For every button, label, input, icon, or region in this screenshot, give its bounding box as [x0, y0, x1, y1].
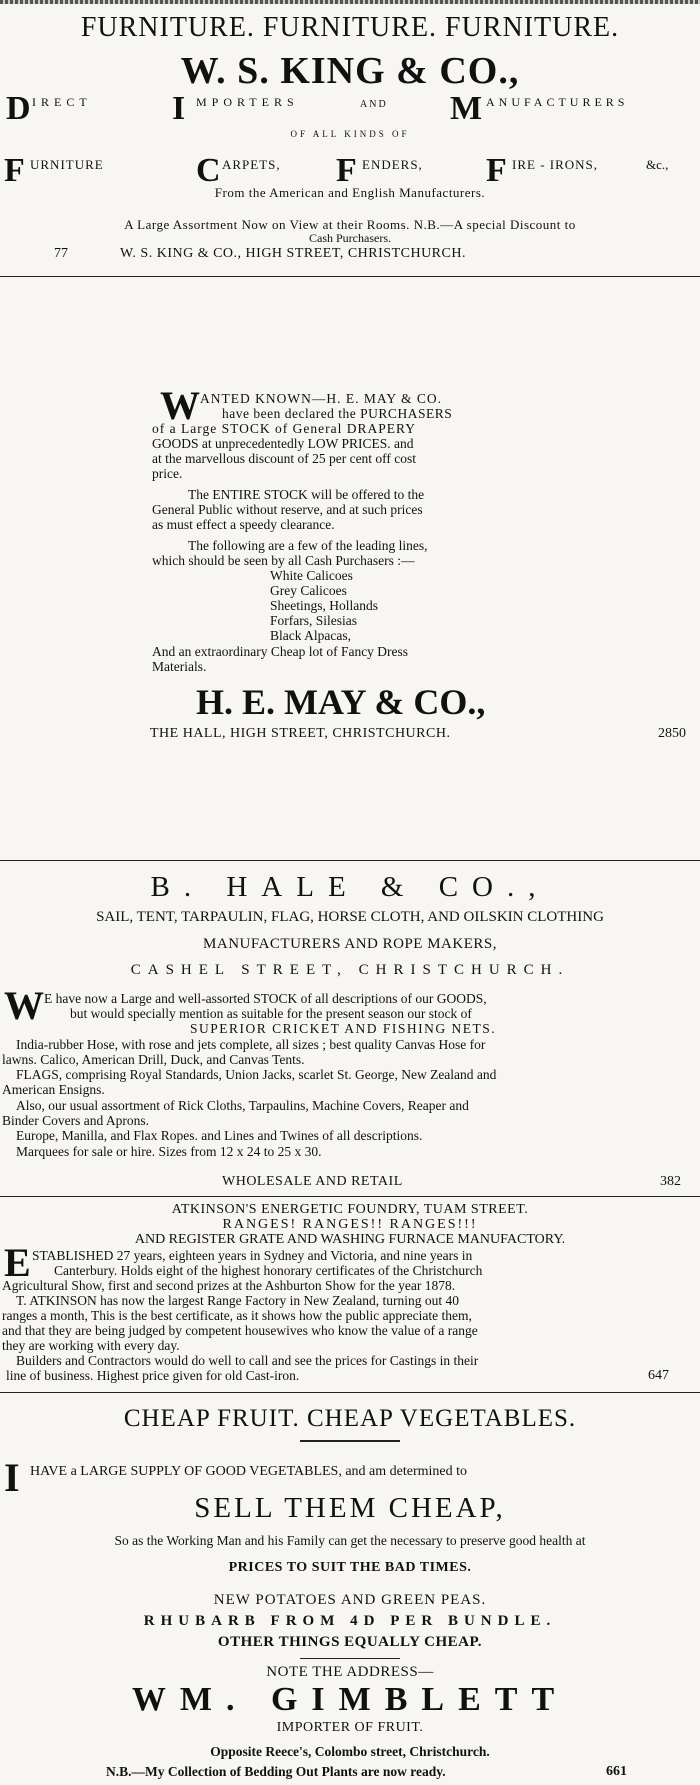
- king-dropcap-f1: F: [4, 152, 25, 189]
- gimblett-line-3: PRICES TO SUIT THE BAD TIMES.: [228, 1560, 472, 1575]
- king-fenders: ENDERS,: [362, 157, 423, 172]
- may-line-13: Materials.: [152, 659, 207, 674]
- may-line-3: of a Large STOCK of General DRAPERY: [152, 421, 416, 436]
- king-manufacturers: ANUFACTURERS: [486, 95, 629, 109]
- king-assortment: A Large Assortment Now on View at their Rooms. N.B.—A special Discount to: [124, 217, 576, 232]
- hale-line-3: SUPERIOR CRICKET AND FISHING NETS.: [190, 1021, 497, 1036]
- atkinson-line-3: Agricultural Show, first and second prizes at the Ashburton Show for the year 1878.: [2, 1278, 456, 1293]
- king-name: W. S. KING & CO.,: [180, 50, 520, 92]
- gimblett-name: WM. GIMBLETT: [131, 1681, 569, 1718]
- divider-1: [0, 276, 700, 277]
- king-and: AND: [360, 99, 388, 110]
- king-dropcap-i: I: [172, 90, 186, 127]
- king-dropcap-f3: F: [486, 152, 507, 189]
- hale-line-7: American Ensigns.: [2, 1082, 105, 1097]
- king-of-all-kinds: OF ALL KINDS OF: [290, 129, 410, 139]
- hale-trades: SAIL, TENT, TARPAULIN, FLAG, HORSE CLOTH, AND OILSKIN CLOTHING: [96, 909, 604, 925]
- atkinson-line-4: T. ATKINSON has now the largest Range Factory in New Zealand, turning out 40: [16, 1293, 460, 1308]
- gimblett-note: NOTE THE ADDRESS—: [266, 1664, 434, 1680]
- may-item-3: Sheetings, Hollands: [270, 598, 378, 613]
- may-item-5: Black Alpacas,: [270, 628, 351, 643]
- king-dropcap-c: C: [196, 152, 221, 189]
- hale-line-9: Binder Covers and Aprons.: [2, 1113, 149, 1128]
- atkinson-line-7: they are working with every day.: [2, 1338, 180, 1353]
- may-line-5: at the marvellous discount of 25 per cent off cost: [152, 451, 417, 466]
- hale-number: 382: [660, 1174, 681, 1189]
- hale-street: CASHEL STREET, CHRISTCHURCH.: [130, 962, 570, 978]
- may-line-9: as must effect a speedy clearance.: [152, 517, 335, 532]
- may-line-11: which should be seen by all Cash Purchasers :—: [152, 553, 415, 568]
- king-dropcap-d: D: [6, 90, 31, 127]
- gimblett-line-4: NEW POTATOES AND GREEN PEAS.: [213, 1592, 487, 1608]
- atkinson-line-1: STABLISHED 27 years, eighteen years in Sydney and Victoria, and nine years in: [32, 1248, 473, 1263]
- divider-2: [0, 860, 700, 861]
- gimblett-line-2: So as the Working Man and his Family can get the necessary to preserve good health at: [114, 1533, 586, 1548]
- gimblett-short-rule-2: [300, 1658, 400, 1659]
- king-importers: MPORTERS: [196, 95, 299, 109]
- may-item-1: White Calicoes: [270, 568, 353, 583]
- king-dropcap-m: M: [450, 90, 483, 127]
- gimblett-nb: N.B.—My Collection of Bedding Out Plants are now ready.: [106, 1764, 446, 1779]
- may-number: 2850: [658, 726, 686, 741]
- atkinson-heading-3: AND REGISTER GRATE AND WASHING FURNACE MANUFACTORY.: [134, 1232, 566, 1247]
- hale-dropcap-w: W: [4, 983, 44, 1028]
- gimblett-line-6: OTHER THINGS EQUALLY CHEAP.: [217, 1634, 483, 1650]
- may-line-8: General Public without reserve, and at such prices: [152, 502, 423, 517]
- hale-line-2: but would specially mention as suitable for the present season our stock of: [70, 1006, 472, 1021]
- divider-3: [0, 1196, 700, 1197]
- may-name: H. E. MAY & CO.,: [196, 682, 486, 722]
- king-address: W. S. KING & CO., HIGH STREET, CHRISTCHURCH.: [120, 246, 466, 261]
- gimblett-opposite: Opposite Reece's, Colombo street, Christchurch.: [210, 1744, 490, 1759]
- gimblett-number: 661: [606, 1764, 627, 1779]
- atkinson-line-6: and that they are being judged by competent housewives who know the value of a range: [2, 1323, 478, 1338]
- hale-line-11: Marquees for sale or hire. Sizes from 12 x 24 to 25 x 30.: [16, 1144, 322, 1159]
- king-number: 77: [54, 246, 68, 261]
- hale-line-10: Europe, Manilla, and Flax Ropes. and Lines and Twines of all descriptions.: [16, 1128, 423, 1143]
- king-dropcap-f2: F: [336, 152, 357, 189]
- may-item-4: Forfars, Silesias: [270, 613, 357, 628]
- gimblett-headline: CHEAP FRUIT. CHEAP VEGETABLES.: [123, 1405, 577, 1432]
- hale-line-8: Also, our usual assortment of Rick Cloths, Tarpaulins, Machine Covers, Reaper and: [16, 1098, 469, 1113]
- gimblett-importer: IMPORTER OF FRUIT.: [276, 1720, 424, 1735]
- divider-4: [0, 1392, 700, 1393]
- hale-line-1: E have now a Large and well-assorted STOCK of all descriptions of our GOODS,: [44, 991, 487, 1006]
- gimblett-line-1: HAVE a LARGE SUPPLY OF GOOD VEGETABLES, and am determined to: [30, 1464, 468, 1479]
- king-headline: FURNITURE. FURNITURE. FURNITURE.: [80, 12, 620, 43]
- may-address: THE HALL, HIGH STREET, CHRISTCHURCH.: [150, 726, 451, 741]
- top-border: [0, 0, 700, 4]
- atkinson-dropcap-e: E: [4, 1240, 31, 1285]
- may-item-2: Grey Calicoes: [270, 583, 347, 598]
- may-dropcap-w: W: [160, 383, 200, 428]
- hale-makers: MANUFACTURERS AND ROPE MAKERS,: [203, 936, 497, 952]
- king-etc: &c.,: [646, 157, 669, 172]
- hale-line-4: India-rubber Hose, with rose and jets complete, all sizes ; best quality Canvas Hose for: [16, 1037, 486, 1052]
- may-line-4: GOODS at unprecedentedly LOW PRICES. and: [152, 436, 414, 451]
- king-carpets: ARPETS,: [222, 157, 281, 172]
- may-line-2: have been declared the PURCHASERS: [222, 406, 453, 421]
- may-line-7: The ENTIRE STOCK will be offered to the: [188, 487, 425, 502]
- atkinson-number: 647: [648, 1368, 669, 1383]
- gimblett-sell: SELL THEM CHEAP,: [194, 1492, 506, 1524]
- may-line-12: And an extraordinary Cheap lot of Fancy Dress: [152, 644, 409, 659]
- gimblett-line-5: RHUBARB FROM 4D PER BUNDLE.: [143, 1613, 557, 1629]
- atkinson-line-5: ranges a month, This is the best certificate, as it shows how the public appreciate them,: [2, 1308, 472, 1323]
- atkinson-line-2: Canterbury. Holds eight of the highest honorary certificates of the Christchurch: [54, 1263, 483, 1278]
- hale-name: B. HALE & CO.,: [150, 871, 550, 903]
- may-line-10: The following are a few of the leading lines,: [188, 538, 428, 553]
- hale-line-5: lawns. Calico, American Drill, Duck, and Canvas Tents.: [2, 1052, 305, 1067]
- king-fire-irons: IRE - IRONS,: [512, 157, 599, 172]
- atkinson-heading-1: ATKINSON'S ENERGETIC FOUNDRY, TUAM STREET.: [171, 1202, 529, 1217]
- may-line-6: price.: [152, 466, 183, 481]
- hale-line-6: FLAGS, comprising Royal Standards, Union Jacks, scarlet St. George, New Zealand and: [16, 1067, 497, 1082]
- king-cash-purchasers: Cash Purchasers.: [309, 231, 391, 245]
- king-direct: IRECT: [32, 95, 92, 109]
- hale-wholesale: WHOLESALE AND RETAIL: [222, 1174, 403, 1189]
- may-line-1: ANTED KNOWN—H. E. MAY & CO.: [200, 391, 442, 406]
- atkinson-heading-2: RANGES! RANGES!! RANGES!!!: [222, 1217, 478, 1232]
- atkinson-line-8: Builders and Contractors would do well to call and see the prices for Castings in their: [16, 1353, 479, 1368]
- king-from: From the American and English Manufacturers.: [214, 185, 486, 200]
- atkinson-line-9: line of business. Highest price given for old Cast-iron.: [6, 1368, 300, 1383]
- gimblett-short-rule: [300, 1440, 400, 1442]
- gimblett-dropcap-i: I: [4, 1455, 20, 1500]
- king-furniture: URNITURE: [30, 157, 104, 172]
